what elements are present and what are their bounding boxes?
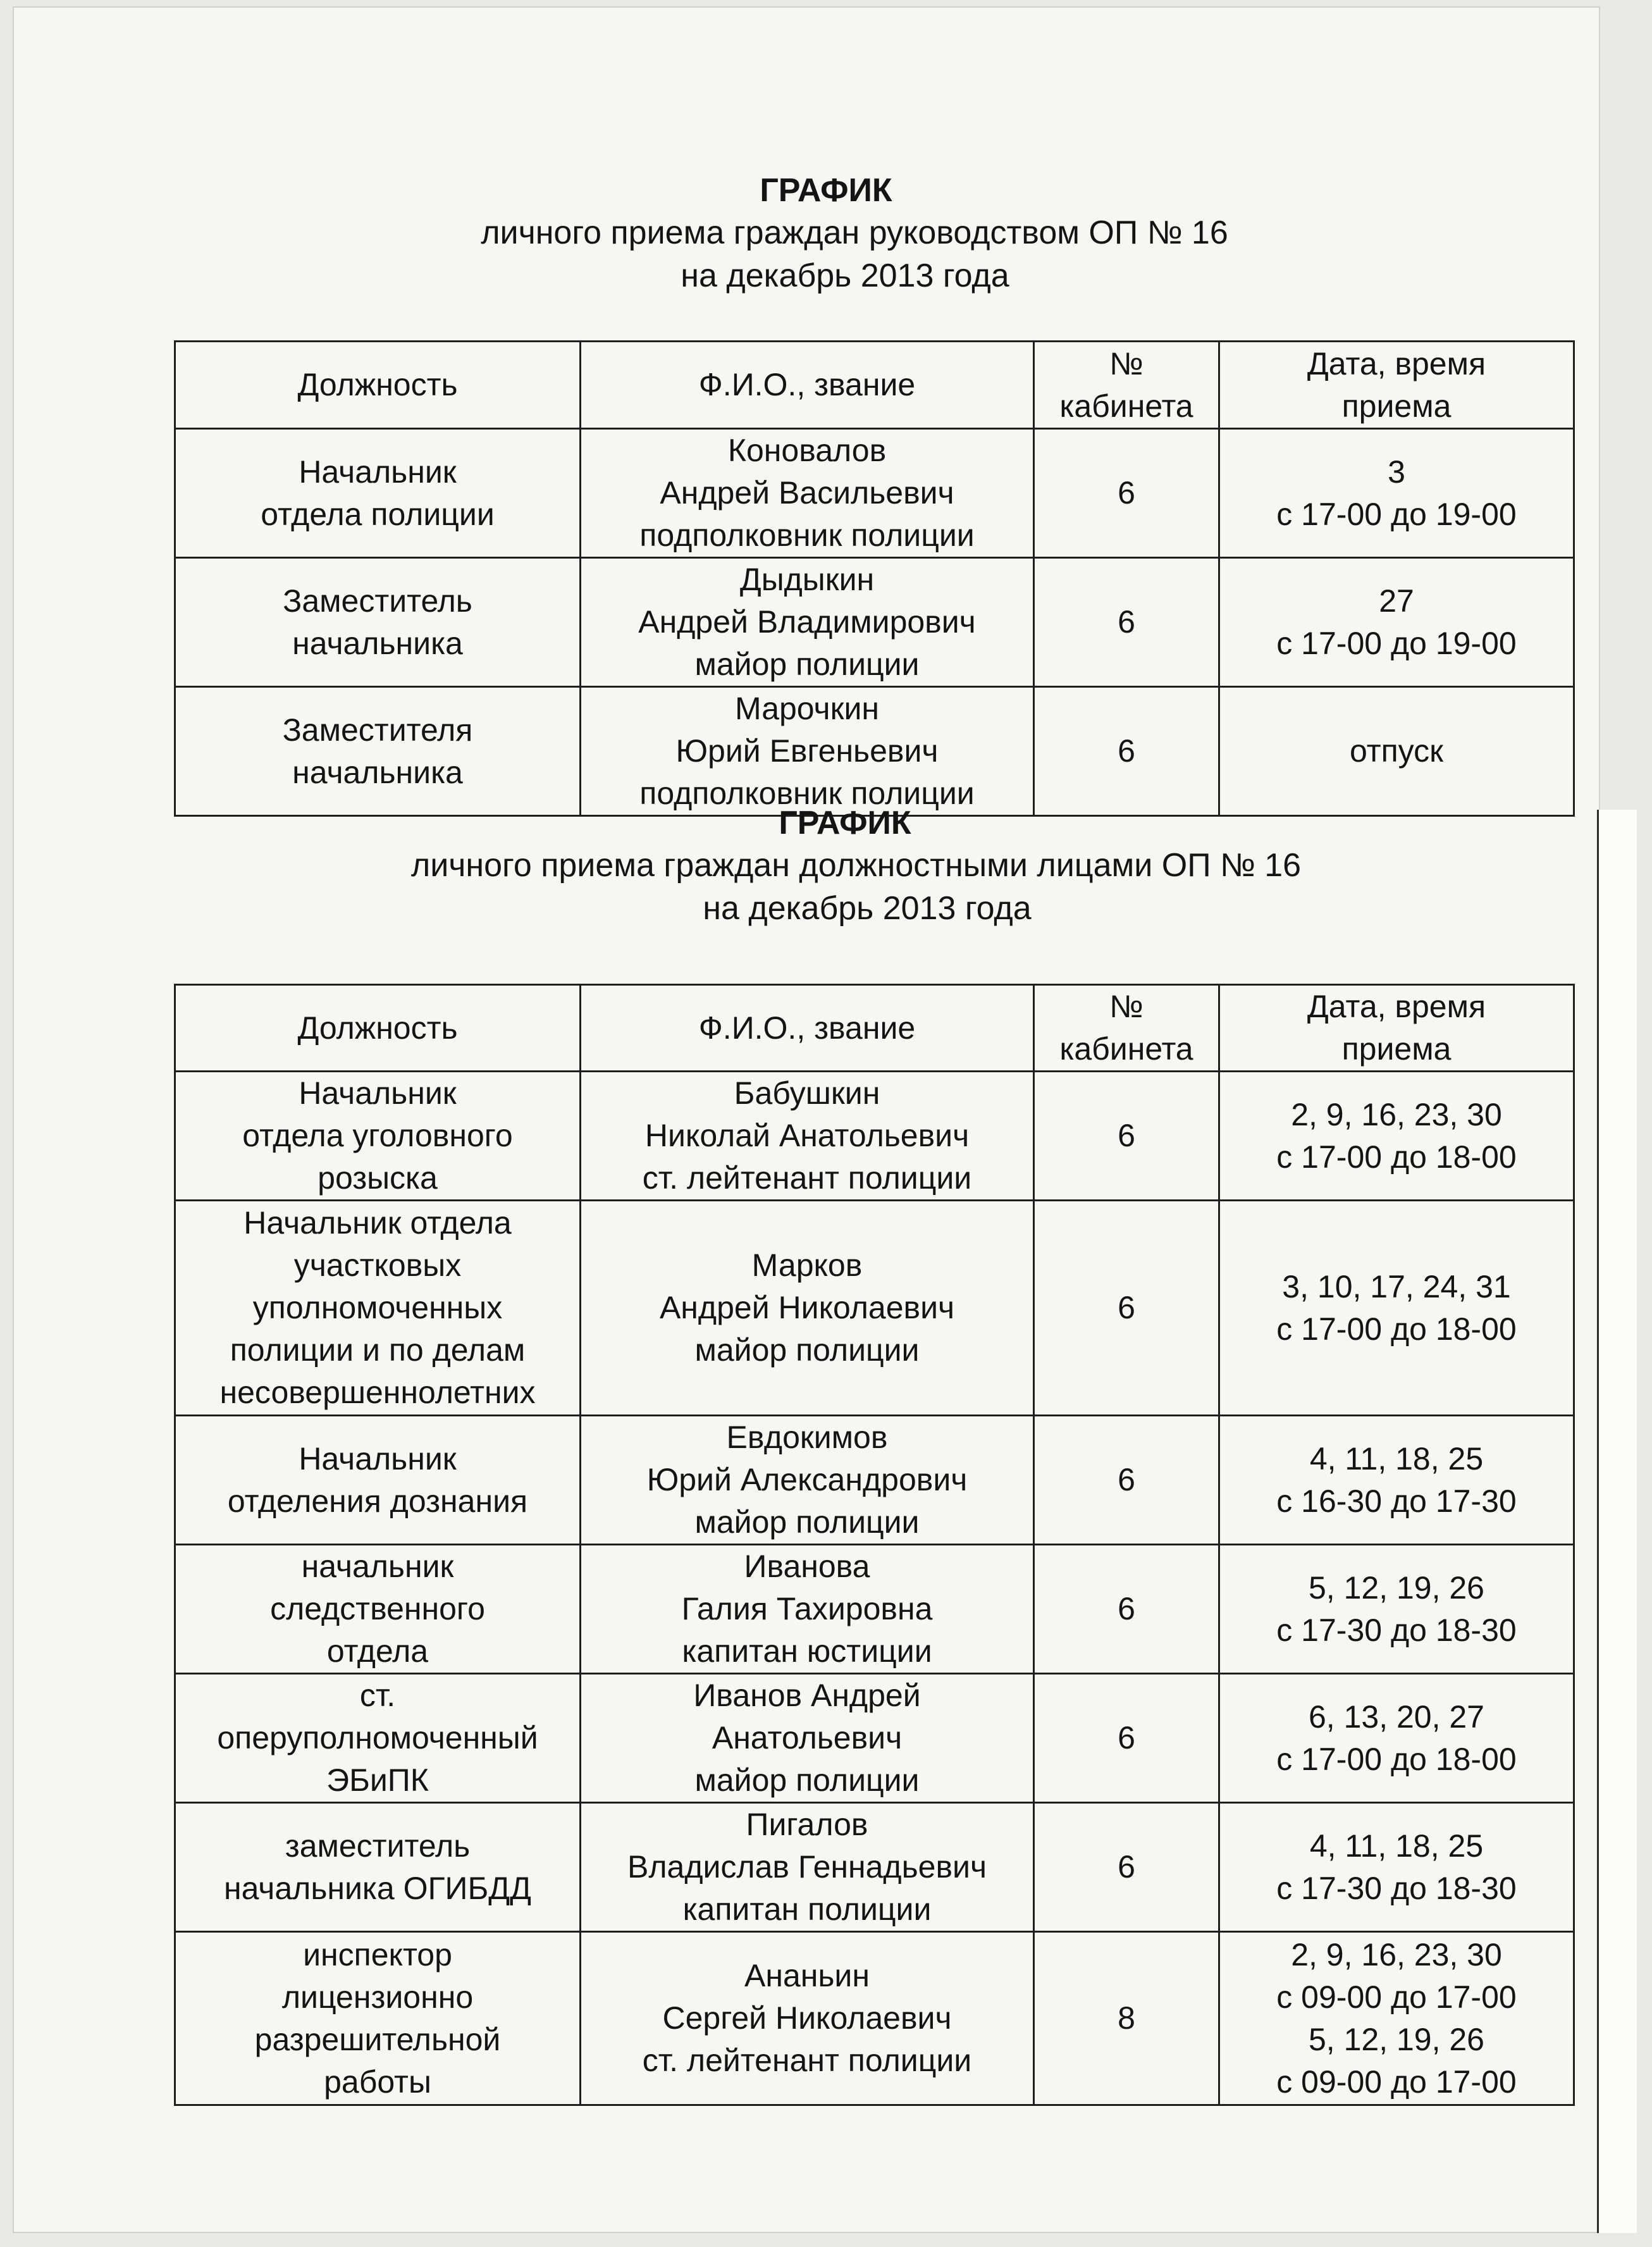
cell-room: 6 (1034, 1201, 1219, 1416)
header-date-time: Дата, время приема (1219, 985, 1574, 1072)
cell-room: 6 (1034, 429, 1219, 558)
table-row (175, 1803, 1574, 1932)
cell-position: Начальник отдела полиции (175, 429, 581, 558)
cell-room: 6 (1034, 687, 1219, 816)
cell-position: Заместителя начальника (175, 687, 581, 816)
cell-position: Начальник отделения дознания (175, 1416, 581, 1545)
cell-date-time: отпуск (1219, 687, 1574, 816)
schedule-1-subtitle: личного приема граждан руководством ОП № 16 (481, 214, 1228, 251)
cell-position: начальник следственного отдела (175, 1545, 581, 1674)
header-room-number: № кабинета (1034, 985, 1219, 1072)
cell-name-rank: Коновалов Андрей Васильевич подполковник полиции (581, 429, 1034, 558)
cell-room: 6 (1034, 1072, 1219, 1201)
cell-name-rank: Марков Андрей Николаевич майор полиции (581, 1201, 1034, 1416)
cell-room: 6 (1034, 558, 1219, 687)
cell-date-time: 5, 12, 19, 26 с 17-30 до 18-30 (1219, 1545, 1574, 1674)
schedule-2-period: на декабрь 2013 года (703, 890, 1032, 927)
table-header-row (175, 342, 1574, 429)
cell-name-rank: Иванов Андрей Анатольевич майор полиции (581, 1674, 1034, 1803)
schedule-1-heading (0, 170, 1652, 297)
table-row (175, 1201, 1574, 1416)
cell-date-time: 3 с 17-00 до 19-00 (1219, 429, 1574, 558)
table-row (175, 558, 1574, 687)
cell-date-time: 4, 11, 18, 25 с 17-30 до 18-30 (1219, 1803, 1574, 1932)
cell-name-rank: Дыдыкин Андрей Владимирович майор полиции (581, 558, 1034, 687)
cell-name-rank: Марочкин Юрий Евгеньевич подполковник полиции (581, 687, 1034, 816)
cell-name-rank: Евдокимов Юрий Александрович майор полиции (581, 1416, 1034, 1545)
table-row (175, 687, 1574, 816)
schedule-1-table (174, 340, 1575, 817)
cell-room: 6 (1034, 1803, 1219, 1932)
header-room-number: № кабинета (1034, 342, 1219, 429)
table-row (175, 1072, 1574, 1201)
cell-name-rank: Бабушкин Николай Анатольевич ст. лейтенант полиции (581, 1072, 1034, 1201)
cell-room: 6 (1034, 1674, 1219, 1803)
cell-date-time: 6, 13, 20, 27 с 17-00 до 18-00 (1219, 1674, 1574, 1803)
header-name-rank: Ф.И.О., звание (581, 342, 1034, 429)
schedule-1-title: ГРАФИК (760, 172, 892, 209)
header-position: Должность (175, 342, 581, 429)
table-row (175, 1416, 1574, 1545)
header-name-rank: Ф.И.О., звание (581, 985, 1034, 1072)
cell-date-time: 3, 10, 17, 24, 31 с 17-00 до 18-00 (1219, 1201, 1574, 1416)
cell-date-time: 27 с 17-00 до 19-00 (1219, 558, 1574, 687)
underlying-sheet-edge (1597, 810, 1637, 2233)
schedule-2-heading (0, 802, 1652, 930)
header-date-time: Дата, время приема (1219, 342, 1574, 429)
cell-position: Заместитель начальника (175, 558, 581, 687)
cell-room: 8 (1034, 1932, 1219, 2105)
table-row (175, 429, 1574, 558)
cell-position: Начальник отдела уголовного розыска (175, 1072, 581, 1201)
schedule-2-subtitle: личного приема граждан должностными лицами ОП № 16 (410, 847, 1302, 884)
schedule-2-table (174, 984, 1575, 2106)
cell-position: инспектор лицензионно разрешительной работы (175, 1932, 581, 2105)
header-position: Должность (175, 985, 581, 1072)
table-header-row (175, 985, 1574, 1072)
table-row (175, 1545, 1574, 1674)
cell-room: 6 (1034, 1416, 1219, 1545)
cell-position: Начальник отдела участковых уполномоченных полиции и по делам несовершеннолетних (175, 1201, 581, 1416)
cell-date-time: 2, 9, 16, 23, 30 с 17-00 до 18-00 (1219, 1072, 1574, 1201)
cell-name-rank: Пигалов Владислав Геннадьевич капитан полиции (581, 1803, 1034, 1932)
schedule-1-period: на декабрь 2013 года (681, 257, 1009, 294)
cell-position: заместитель начальника ОГИБДД (175, 1803, 581, 1932)
table-row (175, 1932, 1574, 2105)
cell-date-time: 2, 9, 16, 23, 30 с 09-00 до 17-00 5, 12, 19, 26 с 09-00 до 17-00 (1219, 1932, 1574, 2105)
cell-name-rank: Ананьин Сергей Николаевич ст. лейтенант полиции (581, 1932, 1034, 2105)
cell-room: 6 (1034, 1545, 1219, 1674)
table-row (175, 1674, 1574, 1803)
schedule-2-title: ГРАФИК (779, 805, 911, 841)
cell-name-rank: Иванова Галия Тахировна капитан юстиции (581, 1545, 1034, 1674)
cell-position: ст. оперуполномоченный ЭБиПК (175, 1674, 581, 1803)
cell-date-time: 4, 11, 18, 25 с 16-30 до 17-30 (1219, 1416, 1574, 1545)
